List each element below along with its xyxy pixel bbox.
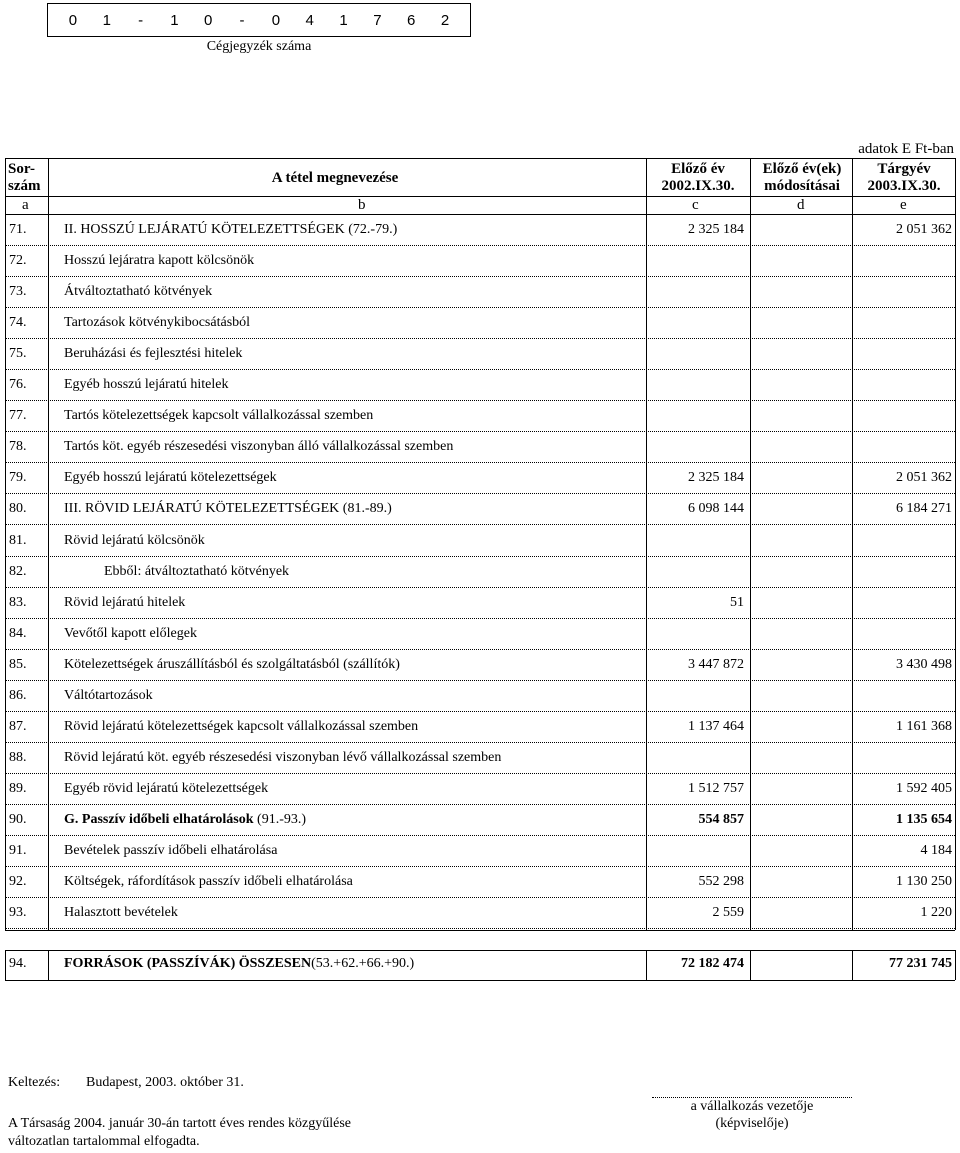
col-d-header: Előző év(ek) módosításai bbox=[762, 161, 842, 194]
row-label: Vevőtől kapott előlegek bbox=[64, 626, 197, 641]
row-label: II. HOSSZÚ LEJÁRATÚ KÖTELEZETTSÉGEK (72.-79.) bbox=[64, 222, 398, 237]
column-separator bbox=[5, 158, 6, 930]
row-dotted-separator bbox=[5, 400, 955, 401]
row-label-range: (53.+62.+66.+90.) bbox=[311, 956, 415, 971]
row-label: Rövid lejáratú hitelek bbox=[64, 595, 186, 610]
table-row bbox=[0, 247, 960, 277]
row-label: Bevételek passzív időbeli elhatárolása bbox=[64, 843, 278, 858]
row-label: Költségek, ráfordítások passzív időbeli elhatárolása bbox=[64, 874, 353, 889]
table-row bbox=[0, 620, 960, 650]
row-label: Egyéb hosszú lejáratú kötelezettségek bbox=[64, 470, 277, 485]
col-a-header: Sor- szám bbox=[8, 161, 41, 194]
row-number: 74. bbox=[9, 315, 27, 330]
previous-year-value: 72 182 474 bbox=[681, 956, 744, 971]
current-year-value: 1 220 bbox=[920, 905, 952, 920]
table-row bbox=[0, 868, 960, 898]
previous-year-value: 1 137 464 bbox=[688, 719, 744, 734]
column-separator bbox=[750, 158, 751, 930]
row-label bbox=[64, 812, 306, 828]
row-number: 81. bbox=[9, 533, 27, 548]
table-row bbox=[0, 216, 960, 246]
table-row bbox=[0, 651, 960, 681]
column-separator bbox=[48, 158, 49, 930]
meeting-note-line2: változatlan tartalommal elfogadta. bbox=[8, 1134, 200, 1149]
total-column-separator bbox=[955, 950, 956, 980]
col-c-header: Előző év 2002.IX.30. bbox=[661, 161, 735, 194]
previous-year-value: 2 325 184 bbox=[688, 470, 744, 485]
row-label: Átváltoztatható kötvények bbox=[64, 284, 213, 299]
row-number: 88. bbox=[9, 750, 27, 765]
row-number: 84. bbox=[9, 626, 27, 641]
header-divider bbox=[5, 196, 955, 197]
current-year-value: 1 135 654 bbox=[896, 812, 952, 827]
row-dotted-separator bbox=[5, 493, 955, 494]
row-number: 80. bbox=[9, 501, 27, 516]
col-b-header: A tétel megnevezése bbox=[271, 170, 399, 186]
row-label: III. RÖVID LEJÁRATÚ KÖTELEZETTSÉGEK (81.-89.) bbox=[64, 501, 392, 516]
table-row bbox=[0, 713, 960, 743]
row-label-bold: Passzív időbeli elhatárolások bbox=[81, 812, 254, 827]
signature-line bbox=[652, 1097, 852, 1098]
row-number: 72. bbox=[9, 253, 27, 268]
table-row bbox=[0, 806, 960, 836]
table-row bbox=[0, 278, 960, 308]
row-label: Tartozások kötvénykibocsátásból bbox=[64, 315, 251, 330]
table-row bbox=[0, 309, 960, 339]
previous-year-value: 554 857 bbox=[698, 812, 744, 827]
row-dotted-separator bbox=[5, 680, 955, 681]
signatory-title: a vállalkozás vezetője bbox=[690, 1099, 814, 1114]
row-dotted-separator bbox=[5, 866, 955, 867]
row-dotted-separator bbox=[5, 245, 955, 246]
row-dotted-separator bbox=[5, 524, 955, 525]
row-dotted-separator bbox=[5, 928, 955, 929]
previous-year-value: 1 512 757 bbox=[688, 781, 744, 796]
row-number: 75. bbox=[9, 346, 27, 361]
row-dotted-separator bbox=[5, 835, 955, 836]
row-dotted-separator bbox=[5, 618, 955, 619]
meeting-note-line1: A Társaság 2004. január 30-án tartott éves rendes közgyűlése bbox=[8, 1116, 352, 1131]
header-bottom-border bbox=[5, 214, 955, 215]
row-label: Ebből: átváltoztatható kötvények bbox=[104, 564, 290, 579]
table-row bbox=[0, 495, 960, 525]
row-label: Hosszú lejáratra kapott kölcsönök bbox=[64, 253, 255, 268]
row-label: Rövid lejáratú kötelezettségek kapcsolt vállalkozással szemben bbox=[64, 719, 419, 734]
reg-digit: 0 bbox=[271, 11, 281, 29]
current-year-value: 4 184 bbox=[920, 843, 952, 858]
row-dotted-separator bbox=[5, 307, 955, 308]
row-number: 94. bbox=[9, 956, 27, 971]
total-column-separator bbox=[750, 950, 751, 980]
table-row bbox=[0, 899, 960, 929]
col-letter-d: d bbox=[797, 197, 805, 213]
previous-year-value: 2 559 bbox=[712, 905, 744, 920]
row-label: Váltótartozások bbox=[64, 688, 153, 703]
row-number: 79. bbox=[9, 470, 27, 485]
table-row bbox=[0, 433, 960, 463]
previous-year-value: 51 bbox=[730, 595, 744, 610]
previous-year-value: 552 298 bbox=[698, 874, 744, 889]
column-separator bbox=[646, 158, 647, 930]
reg-digit: 1 bbox=[102, 11, 111, 29]
total-row bbox=[0, 950, 960, 980]
reg-digit: 0 bbox=[68, 11, 78, 29]
col-e-header: Tárgyév 2003.IX.30. bbox=[867, 161, 941, 194]
col-letter-c: c bbox=[692, 197, 699, 213]
current-year-value: 2 051 362 bbox=[896, 470, 952, 485]
previous-year-value: 2 325 184 bbox=[688, 222, 744, 237]
row-dotted-separator bbox=[5, 649, 955, 650]
date-label: Keltezés: bbox=[8, 1075, 61, 1090]
column-separator bbox=[852, 158, 853, 930]
registration-caption: Cégjegyzék száma bbox=[206, 39, 312, 54]
current-year-value: 2 051 362 bbox=[896, 222, 952, 237]
current-year-value: 1 130 250 bbox=[896, 874, 952, 889]
row-label: Rövid lejáratú köt. egyéb részesedési viszonyban lévő vállalkozással szemben bbox=[64, 750, 502, 765]
total-top-border bbox=[5, 950, 955, 951]
table-row bbox=[0, 682, 960, 712]
row-label: Tartós köt. egyéb részesedési viszonyban álló vállalkozással szemben bbox=[64, 439, 454, 454]
row-number: 85. bbox=[9, 657, 27, 672]
row-number: 82. bbox=[9, 564, 27, 579]
row-label-range: (91.-93.) bbox=[257, 812, 307, 827]
row-dotted-separator bbox=[5, 742, 955, 743]
reg-digit: 6 bbox=[407, 11, 416, 29]
reg-digit: 7 bbox=[373, 11, 382, 29]
col-letter-b: b bbox=[358, 197, 366, 213]
row-label: Beruházási és fejlesztési hitelek bbox=[64, 346, 243, 361]
table-row bbox=[0, 371, 960, 401]
total-bottom-border bbox=[5, 980, 955, 981]
row-label: Egyéb rövid lejáratú kötelezettségek bbox=[64, 781, 269, 796]
current-year-value: 1 161 368 bbox=[896, 719, 952, 734]
column-separator bbox=[955, 158, 956, 930]
row-dotted-separator bbox=[5, 804, 955, 805]
row-dotted-separator bbox=[5, 462, 955, 463]
col-letter-e: e bbox=[900, 197, 907, 213]
row-number: 93. bbox=[9, 905, 27, 920]
previous-year-value: 6 098 144 bbox=[688, 501, 744, 516]
table-row bbox=[0, 744, 960, 774]
row-dotted-separator bbox=[5, 773, 955, 774]
total-column-separator bbox=[5, 950, 6, 980]
row-number: 78. bbox=[9, 439, 27, 454]
reg-digit: 0 bbox=[204, 11, 213, 29]
row-dotted-separator bbox=[5, 711, 955, 712]
row-number: 89. bbox=[9, 781, 27, 796]
row-label-bold: FORRÁSOK (PASSZÍVÁK) ÖSSZESEN bbox=[64, 956, 312, 971]
row-number: 86. bbox=[9, 688, 27, 703]
table-row bbox=[0, 527, 960, 557]
table-row bbox=[0, 558, 960, 588]
current-year-value: 1 592 405 bbox=[896, 781, 952, 796]
table-row bbox=[0, 402, 960, 432]
current-year-value: 6 184 271 bbox=[896, 501, 952, 516]
row-label: Rövid lejáratú kölcsönök bbox=[64, 533, 205, 548]
table-row bbox=[0, 837, 960, 867]
row-number: 76. bbox=[9, 377, 27, 392]
total-column-separator bbox=[646, 950, 647, 980]
row-dotted-separator bbox=[5, 587, 955, 588]
table-row bbox=[0, 340, 960, 370]
row-label: Kötelezettségek áruszállításból és szolgáltatásból (szállítók) bbox=[64, 657, 400, 672]
row-dotted-separator bbox=[5, 897, 955, 898]
row-number: 71. bbox=[9, 222, 27, 237]
total-column-separator bbox=[48, 950, 49, 980]
total-column-separator bbox=[852, 950, 853, 980]
row-dotted-separator bbox=[5, 276, 955, 277]
units-label: adatok E Ft-ban bbox=[858, 141, 954, 157]
reg-digit: - bbox=[239, 11, 245, 29]
registration-number-box bbox=[47, 3, 471, 37]
row-dotted-separator bbox=[5, 431, 955, 432]
signatory-subtitle: (képviselője) bbox=[715, 1116, 789, 1131]
row-number: 87. bbox=[9, 719, 27, 734]
date-value: Budapest, 2003. október 31. bbox=[86, 1075, 244, 1090]
reg-digit: 1 bbox=[170, 11, 179, 29]
row-dotted-separator bbox=[5, 338, 955, 339]
reg-digit: 2 bbox=[440, 11, 450, 29]
row-number: 73. bbox=[9, 284, 27, 299]
row-number: 90. bbox=[9, 812, 27, 827]
row-dotted-separator bbox=[5, 369, 955, 370]
row-dotted-separator bbox=[5, 556, 955, 557]
row-label: Halasztott bevételek bbox=[64, 905, 178, 920]
row-label bbox=[64, 956, 414, 972]
row-number: 83. bbox=[9, 595, 27, 610]
reg-digit: - bbox=[138, 11, 144, 29]
header-top-border bbox=[5, 158, 955, 159]
reg-digit: 1 bbox=[339, 11, 348, 29]
row-label: Tartós kötelezettségek kapcsolt vállalkozással szemben bbox=[64, 408, 374, 423]
table-bottom-border bbox=[5, 930, 955, 931]
row-number: 77. bbox=[9, 408, 27, 423]
reg-digit: 4 bbox=[305, 11, 314, 29]
table-row bbox=[0, 589, 960, 619]
row-label-letter: G. bbox=[64, 812, 79, 827]
current-year-value: 3 430 498 bbox=[896, 657, 952, 672]
row-number: 92. bbox=[9, 874, 27, 889]
row-number: 91. bbox=[9, 843, 27, 858]
table-row bbox=[0, 775, 960, 805]
row-label: Egyéb hosszú lejáratú hitelek bbox=[64, 377, 229, 392]
previous-year-value: 3 447 872 bbox=[688, 657, 744, 672]
col-letter-a: a bbox=[22, 197, 29, 213]
current-year-value: 77 231 745 bbox=[889, 956, 952, 971]
table-row bbox=[0, 464, 960, 494]
